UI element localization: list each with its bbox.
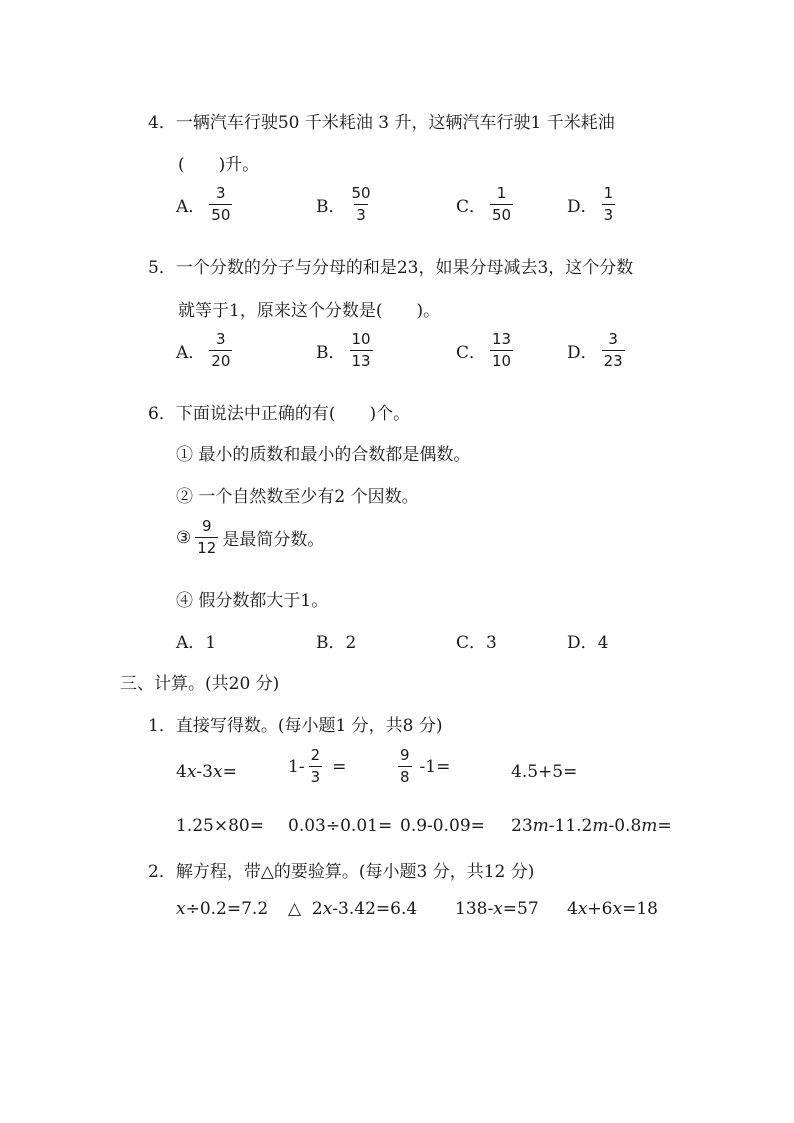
circled-number: ③ (176, 527, 192, 548)
numerator: 13 (492, 330, 512, 348)
denominator: 50 (492, 206, 512, 224)
q6-option-b[interactable]: B．2 (316, 633, 357, 653)
option-label: D． (567, 197, 598, 217)
expr-part: -0.8 (608, 816, 642, 836)
denominator: 13 (351, 352, 371, 370)
fraction (490, 186, 513, 223)
expr-part: -1= (419, 756, 451, 777)
calc-item-3 (394, 748, 450, 785)
q5-text-line1: 5．一个分数的分子与分母的和是23，如果分母减去3，这个分数 (148, 258, 634, 278)
q5-option-c[interactable] (456, 332, 517, 369)
q6-text (148, 399, 410, 424)
denominator: 20 (211, 352, 231, 370)
variable-m: m (532, 816, 549, 836)
fraction (209, 186, 232, 223)
equation-4 (567, 899, 658, 919)
q4-text-line1: 4．一辆汽车行驶50 千米耗油 3 升，这辆汽车行驶1 千米耗油 (148, 113, 615, 133)
variable-x: x (176, 899, 186, 919)
numerator: 50 (351, 184, 371, 202)
denominator: 3 (356, 206, 366, 224)
variable-x: x (577, 899, 588, 919)
q4-option-b[interactable] (316, 186, 377, 223)
q6-statement-1: ① 最小的质数和最小的合数都是偶数。 (176, 445, 471, 465)
expr-part: 1- (288, 756, 305, 777)
variable-x: x (186, 762, 197, 782)
calc-item-4: 4.5+5= (511, 762, 578, 782)
numerator: 3 (608, 330, 618, 348)
expr-part: =18 (622, 899, 658, 919)
q6-statement-4: ④ 假分数都大于1。 (176, 591, 329, 611)
calc-item-5: 1.25×80= (176, 816, 264, 836)
q5-text-line2 (178, 296, 440, 321)
numerator: 2 (310, 746, 321, 764)
calc-item-6: 0.03÷0.01= (288, 816, 393, 836)
expr-part: -11.2 (548, 816, 593, 836)
fraction (398, 748, 412, 785)
expr-part: 2 (311, 899, 323, 919)
numerator: 3 (216, 330, 226, 348)
expr-part: 4 (176, 762, 187, 782)
expr-part: = (332, 756, 347, 777)
q5-option-a[interactable] (176, 332, 236, 369)
statement-text: 是最简分数。 (222, 530, 325, 550)
variable-x: x (493, 899, 503, 919)
q5-text-pre: 就等于1，原来这个分数是( (178, 301, 383, 321)
expr-part: = (657, 816, 672, 836)
denominator: 10 (492, 352, 512, 370)
denominator: 8 (400, 768, 410, 786)
expr-part: -3.42=6.4 (332, 899, 418, 919)
q6-option-c[interactable]: C．3 (456, 633, 497, 653)
q6-option-a[interactable]: A．1 (176, 633, 217, 653)
option-label: B． (316, 343, 346, 363)
part-1-title: 1．直接写得数。(每小题1 分，共8 分) (148, 716, 443, 736)
q6-statement-2: ② 一个自然数至少有2 个因数。 (176, 487, 419, 507)
denominator: 50 (211, 206, 231, 224)
q6-text-pre: 6．下面说法中正确的有( (148, 404, 336, 424)
expr-part: 138- (455, 899, 494, 919)
denominator: 23 (603, 352, 623, 370)
fraction (350, 186, 373, 223)
option-label: C． (456, 197, 487, 217)
variable-x: x (212, 762, 223, 782)
q5-paren-close: )。 (416, 301, 441, 321)
expr-part: -3 (196, 762, 213, 782)
q4-text-line2 (178, 150, 259, 175)
expr-part: +6 (587, 899, 613, 919)
q4-option-d[interactable] (567, 186, 619, 223)
fraction (490, 332, 513, 369)
expr-part: ÷0.2=7.2 (185, 899, 269, 919)
numerator: 3 (216, 184, 226, 202)
q5-option-b[interactable] (316, 332, 377, 369)
denominator: 12 (197, 539, 217, 557)
equation-3 (455, 899, 539, 919)
numerator: 10 (351, 330, 371, 348)
q6-statement-3 (176, 519, 324, 556)
option-label: A． (176, 197, 206, 217)
calc-item-7: 0.9-0.09= (400, 816, 485, 836)
q4-paren-open: ( (178, 155, 185, 175)
denominator: 3 (310, 768, 321, 786)
variable-x: x (322, 899, 333, 919)
fraction (209, 332, 232, 369)
q4-option-a[interactable] (176, 186, 236, 223)
numerator: 1 (496, 184, 507, 202)
numerator: 9 (202, 517, 212, 535)
fraction (309, 748, 323, 785)
variable-m: m (641, 816, 658, 836)
q6-option-d[interactable]: D．4 (567, 633, 609, 653)
triangle-icon: △ (288, 899, 302, 919)
q4-option-c[interactable] (456, 186, 517, 223)
fraction (602, 332, 625, 369)
q5-option-d[interactable] (567, 332, 629, 369)
equation-1 (176, 899, 268, 919)
section-3-title: 三、计算。(共20 分) (120, 674, 280, 694)
numerator: 1 (603, 184, 614, 202)
calc-item-1 (176, 762, 237, 782)
q6-paren-close: )个。 (369, 404, 411, 424)
option-label: C． (456, 343, 487, 363)
variable-x: x (612, 899, 623, 919)
numerator: 9 (400, 746, 410, 764)
expr-part: = (222, 762, 237, 782)
expr-part: 4 (567, 899, 578, 919)
denominator: 3 (603, 206, 614, 224)
equation-2 (288, 899, 417, 919)
option-label: A． (176, 343, 206, 363)
option-label: B． (316, 197, 346, 217)
calc-item-8 (511, 816, 672, 836)
fraction (602, 186, 616, 223)
variable-m: m (592, 816, 609, 836)
option-label: D． (567, 343, 598, 363)
fraction (195, 519, 218, 556)
expr-part: =57 (502, 899, 539, 919)
expr-part: 23 (511, 816, 533, 836)
q4-paren-close: )升。 (218, 155, 260, 175)
fraction (350, 332, 373, 369)
part-2-title: 2．解方程，带△的要验算。(每小题3 分，共12 分) (148, 862, 535, 882)
calc-item-2 (288, 748, 346, 785)
